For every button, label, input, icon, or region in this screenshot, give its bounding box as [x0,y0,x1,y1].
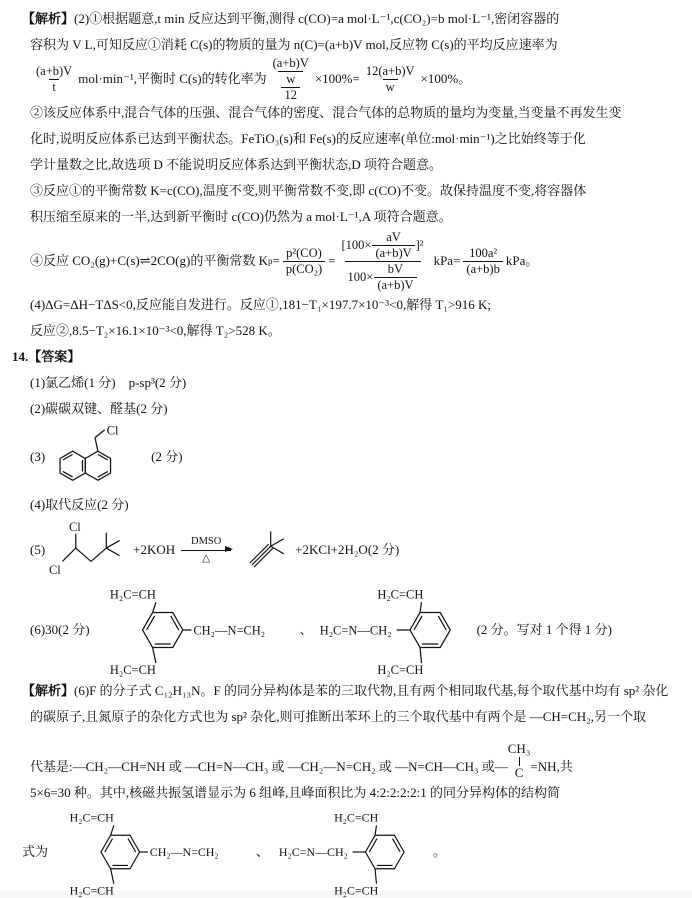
text: [100× [341,237,372,252]
text: mol·min⁻¹,平衡时 C(s)的转化率为 [78,71,267,86]
analysis-tag: 【解析】 [22,683,75,698]
solution13-paragraph3-line1: ③反应①的平衡常数 K=c(CO),温度不变,则平衡常数不变,即 c(CO)不变。故保持温度不变,将容器体 [30,183,587,198]
benzene-ring-skeleton [353,825,405,883]
naphthalene-skeleton [60,430,111,481]
vinyl-label-top: H₂C=CH [69,810,114,825]
question-number: 14. [12,349,29,364]
condition-heat: △ [202,552,211,564]
text: = [272,253,280,268]
solution13-paragraph4-line1: (4)ΔG=ΔH−TΔS<0,反应能自发进行。反应①,181−T₁×197.7×10⁻³<0,解得 T₁>916 K; [30,297,492,312]
text: ④反应 CO₂(g)+C(s)⇌2CO(g)的平衡常数 K [30,253,268,268]
vinyl-label-top: H₂C=CH [376,587,423,602]
answer-tag: 【答案】 [28,349,81,364]
analysis6-final-structures-row [22,806,680,898]
analysis6-line1 [22,678,680,704]
benzene-ring-skeleton [396,602,450,663]
fraction-kp-result: $\frac{\text{100a²}}{(a+b)b}$ [463,246,502,277]
dichloro-skeleton [63,533,120,562]
answer-6-label: (6)30(2 分) [30,622,90,637]
solution13-paragraph3-line2: 积压缩至原来的一半,达到新平衡时 c(CO)仍然为 a mol·L⁻¹,A 项符合题意。 [30,209,452,224]
text: (6)F 的分子式 C₁₂H₁₃N。F 的同分异构体是苯的三取代物,且有两个相同取代基,每个取代基中均有 sp² 杂化 [74,683,669,698]
arrow-icon [181,550,231,551]
text: ×100%。 [420,71,472,86]
carbon-label: C [514,764,524,780]
vinyl-label-top: H₂C=CH [109,587,156,602]
period: 。 [433,844,447,859]
separator: 、 [299,622,313,637]
chlorine-label-bottom: Cl [49,562,61,577]
text: ×100%= [314,71,360,86]
fraction-kp-big [338,230,426,293]
answer-3-score: (2 分) [151,449,183,464]
benzene-ring-skeleton [101,825,148,883]
answer-4: (4)取代反应(2 分) [30,497,129,512]
fraction-conversion: $\frac{(a+b)V}{\frac{w}{12}}$ [272,55,309,102]
analysis6-line2: 的碳原子,且氮原子的杂化方式也为 sp² 杂化,则可推断出苯环上的三个取代基中有两个是 —CH=CH₂,另一个取 [30,709,646,724]
text: = [328,253,336,268]
answer-5-reaction-row [30,518,680,582]
fraction-kp-pressures: $\frac{\text{p²(CO)}}{\text{p(CO₂)}}$ [283,246,325,277]
answer-3-label: (3) [30,449,46,464]
vinyl-label-bottom: H₂C=CH [334,883,379,898]
answer-3-row [30,422,680,492]
separator: 、 [256,844,270,859]
analysis6-substituent-line [30,730,680,780]
solution13-paragraph1-line2: 容积为 V L,可知反应①消耗 C(s)的物质的量为 n(C)=(a+b)V mol,反应物 C(s)的平均反应速率为 [30,37,558,52]
text: (2)①根据题意,t min 反应达到平衡,测得 c(CO)=a mol·L⁻¹,c(CO₂)=b mol·L⁻¹,密闭容器的 [74,11,560,26]
imine-chain-label: CH₂—N=CH₂ [192,623,265,638]
fraction-co2-partial: $\frac{bV}{(a+b)V}$ [374,262,416,293]
bond-dash: — [494,759,508,774]
fraction-co-partial: $\frac{aV}{(a+b)V}$ [372,230,414,261]
reaction-arrow [181,536,231,564]
divinylbenzyl-imine-structure-ortho [273,806,433,898]
text: 代基是:—CH₂—CH=NH 或 —CH=N—CH₃ 或 —CH₂—N=CH₂ 或 —N=CH—CH₃ 或 [30,759,495,774]
divinylbenzyl-imine-structure-ortho [317,582,477,678]
vinyl-label-bottom: H₂C=CH [109,663,156,678]
answer-6-score: (2 分。写对 1 个得 1 分) [476,622,613,637]
final-structures-label: 式为 [22,844,49,859]
analysis6-line4: 5×6=30 种。其中,核磁共振氢谱显示为 6 组峰,且峰面积比为 4:2:2:2:2:1 的同分异构体的结构简 [30,785,560,800]
answer-1: (1)氯乙烯(1 分) p-sp³(2 分) [30,375,187,390]
solution13-rate-equation-line [30,55,680,102]
c-methyl-stack [508,742,531,780]
vinyl-label-bottom: H₂C=CH [376,663,423,678]
chlorine-label: Cl [106,423,119,438]
naphthalene-ch2cl-structure [45,423,145,491]
dichloro-compound-structure [49,519,133,581]
fraction-rate: $\frac{(a+b)V}{t}$ [36,63,73,94]
question14-heading [12,344,680,370]
solution13-paragraph2-line2: 化时,说明反应体系已达到平衡状态。FeTiO₃(s)和 Fe(s)的反应速率(单位:mol·min⁻¹)之比始终等于化 [30,131,586,146]
alkyne-product-structure [237,523,295,577]
reagent-koh: +2KOH [133,542,176,557]
condition-dmso: DMSO [191,535,222,547]
text: 100× [347,269,374,284]
chlorine-label-top: Cl [69,519,81,534]
imine-chain-label: CH₂—N=CH₂ [149,845,219,860]
benzene-ring-skeleton [142,602,191,663]
imine-chain-label: H₂C=N—CH₂ [319,623,392,638]
kp-subscript: p [267,256,273,266]
analysis-tag: 【解析】 [22,11,75,26]
vinyl-label-top: H₂C=CH [334,810,379,825]
solution13-paragraph2-line1: ②该反应体系中,混合气体的压强、混合气体的密度、混合气体的总物质的量均为变量,当变量不再发生变 [30,105,622,120]
answer-2: (2)碳碳双键、醛基(2 分) [30,401,168,416]
imine-chain-label: H₂C=N—CH₂ [278,845,348,860]
fraction-w-over-12: $\frac{w}{12}$ [281,72,300,103]
vinyl-label-bottom: H₂C=CH [69,883,114,898]
products-text: +2KCl+2H₂O(2 分) [295,542,400,557]
text: kPa。 [505,253,539,268]
fraction-conversion-result: $\frac{12(a+b)V}{w}$ [365,63,415,94]
alkyne-skeleton [250,531,284,567]
methyl-label: CH₃ [507,741,531,757]
divinylbenzyl-imine-structure-meta [64,806,252,898]
text: ]² [415,237,424,252]
solution13-paragraph1-line1 [22,6,680,32]
solution13-paragraph2-line3: 学计量数之比,故选项 D 不能说明反应体系达到平衡状态,D 项符合题意。 [30,157,443,172]
solution13-kp-equation-line [30,230,680,292]
solution13-paragraph4-line2: 反应②,8.5−T₂×16.1×10⁻³<0,解得 T₂>528 K。 [30,323,281,338]
text: ,共 [556,759,573,774]
divinylbenzyl-imine-structure-meta [108,582,296,678]
text: kPa= [433,253,461,268]
imine-label: =NH [530,759,557,774]
answer-5-label: (5) [30,542,46,557]
answer-6-row [30,582,680,678]
